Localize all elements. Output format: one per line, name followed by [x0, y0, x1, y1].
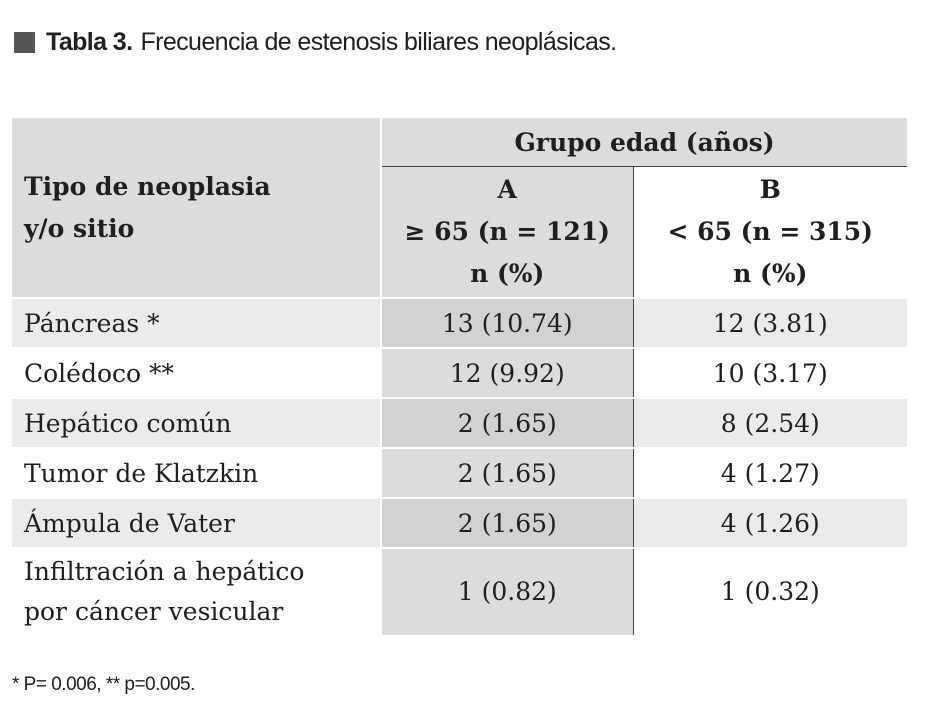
group-a-value: 1 (0.82) — [381, 548, 633, 635]
group-b-value: 4 (1.26) — [633, 498, 907, 548]
table-number: Tabla 3. — [46, 28, 133, 56]
group-b-value: 10 (3.17) — [633, 348, 907, 398]
row-label — [12, 548, 381, 635]
stenosis-frequency-table — [12, 118, 907, 635]
row-label: Páncreas * — [12, 298, 381, 348]
table-row — [12, 448, 907, 498]
type-header-line2: y/o sitio — [24, 213, 135, 243]
group-a-name: A — [497, 175, 517, 204]
table-row — [12, 548, 907, 635]
row-label: Hepático común — [12, 398, 381, 448]
group-b-header — [633, 167, 907, 299]
group-a-range: ≥ 65 (n = 121) — [404, 217, 611, 246]
group-a-value: 12 (9.92) — [381, 348, 633, 398]
group-a-header — [381, 167, 633, 299]
group-b-value: 12 (3.81) — [633, 298, 907, 348]
footnote: * P= 0.006, ** p=0.005. — [12, 674, 195, 695]
group-a-value: 2 (1.65) — [381, 498, 633, 548]
group-a-value: 2 (1.65) — [381, 448, 633, 498]
table-row — [12, 398, 907, 448]
group-b-value: 1 (0.32) — [633, 548, 907, 635]
table-row — [12, 498, 907, 548]
row-label: Tumor de Klatzkin — [12, 448, 381, 498]
row-label-line1: Infiltración a hepático — [24, 557, 305, 586]
row-label: Colédoco ** — [12, 348, 381, 398]
type-header-line1: Tipo de neoplasia — [24, 171, 271, 201]
group-b-unit: n (%) — [733, 259, 808, 288]
group-b-value: 4 (1.27) — [633, 448, 907, 498]
group-b-value: 8 (2.54) — [633, 398, 907, 448]
table-caption: Frecuencia de estenosis biliares neoplásicas. — [140, 28, 617, 56]
group-a-unit: n (%) — [470, 259, 545, 288]
type-column-header — [12, 118, 381, 298]
table-row — [12, 348, 907, 398]
row-label-line2: por cáncer vesicular — [24, 597, 284, 626]
table-row — [12, 298, 907, 348]
table-title — [14, 28, 617, 57]
group-b-range: < 65 (n = 315) — [667, 217, 874, 246]
row-label: Ámpula de Vater — [12, 498, 381, 548]
age-group-header: Grupo edad (años) — [381, 118, 907, 167]
group-a-value: 2 (1.65) — [381, 398, 633, 448]
title-square-icon — [14, 32, 35, 53]
group-a-value: 13 (10.74) — [381, 298, 633, 348]
group-b-name: B — [759, 175, 781, 204]
